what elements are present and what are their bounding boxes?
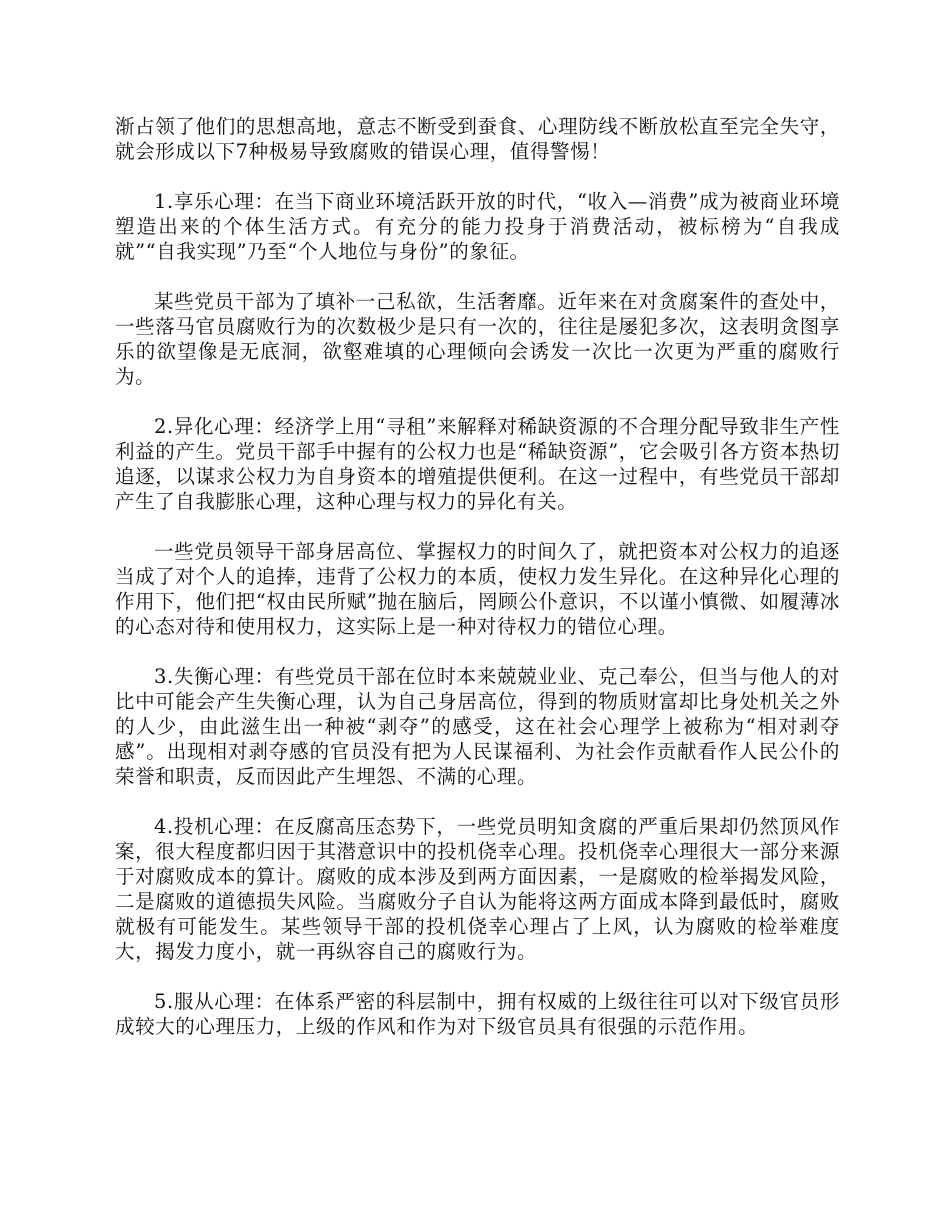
paragraph-speculation: 4.投机心理：在反腐高压态势下，一些党员明知贪腐的严重后果却仍然顶风作案，很大程度都归因于其潜意识中的投机侥幸心理。投机侥幸心理很大一部分来源于对腐败成本的算计。腐败的成本涉及到两方面因素，一是腐败的检举揭发风险，二是腐败的道德损失风险。当腐败分子自认为能将这两方面成本降到最低时，腐败就极有可能发生。某些领导干部的投机侥幸心理占了上风，认为腐败的检举难度大，揭发力度小，就一再纵容自己的腐败行为。: [115, 815, 840, 963]
paragraph-alienation-detail: 一些党员领导干部身居高位、掌握权力的时间久了，就把资本对公权力的追逐当成了对个人的追捧，违背了公权力的本质，使权力发生异化。在这种异化心理的作用下，他们把“权由民所赋”抛在脑后，罔顾公仆意识，不以谨小慎微、如履薄冰的心态对待和使用权力，这实际上是一种对待权力的错位心理。: [115, 540, 840, 638]
paragraph-imbalance: 3.失衡心理：有些党员干部在位时本来兢兢业业、克己奉公，但当与他人的对比中可能会产生失衡心理，认为自己身居高位，得到的物质财富却比身处机关之外的人少，由此滋生出一种被“剥夺”的感受，这在社会心理学上被称为“相对剥夺感”。出现相对剥夺感的官员没有把为人民谋福利、为社会作贡献看作人民公仆的荣誉和职责，反而因此产生埋怨、不满的心理。: [115, 665, 840, 788]
paragraph-hedonism-detail: 某些党员干部为了填补一己私欲，生活奢靡。近年来在对贪腐案件的查处中，一些落马官员腐败行为的次数极少是只有一次的，往往是屡犯多次，这表明贪图享乐的欲望像是无底洞，欲壑难填的心理倾向会诱发一次比一次更为严重的腐败行为。: [115, 290, 840, 388]
paragraph-alienation: 2.异化心理：经济学上用“寻租”来解释对稀缺资源的不合理分配导致非生产性利益的产生。党员干部手中握有的公权力也是“稀缺资源”，它会吸引各方资本热切追逐，以谋求公权力为自身资本的增殖提供便利。在这一过程中，有些党员干部却产生了自我膨胀心理，这种心理与权力的异化有关。: [115, 415, 840, 513]
paragraph-obedience: 5.服从心理：在体系严密的科层制中，拥有权威的上级往往可以对下级官员形成较大的心理压力，上级的作风和作为对下级官员具有很强的示范作用。: [115, 990, 840, 1038]
document-page: [115, 114, 840, 1064]
paragraph-intro-continued: 渐占领了他们的思想高地，意志不断受到蚕食、心理防线不断放松直至完全失守，就会形成以下7种极易导致腐败的错误心理，值得警惕！: [115, 115, 840, 163]
paragraph-hedonism: 1.享乐心理：在当下商业环境活跃开放的时代，“收入—消费”成为被商业环境塑造出来的个体生活方式。有充分的能力投身于消费活动，被标榜为“自我成就”“自我实现”乃至“个人地位与身份”的象征。: [115, 190, 840, 263]
